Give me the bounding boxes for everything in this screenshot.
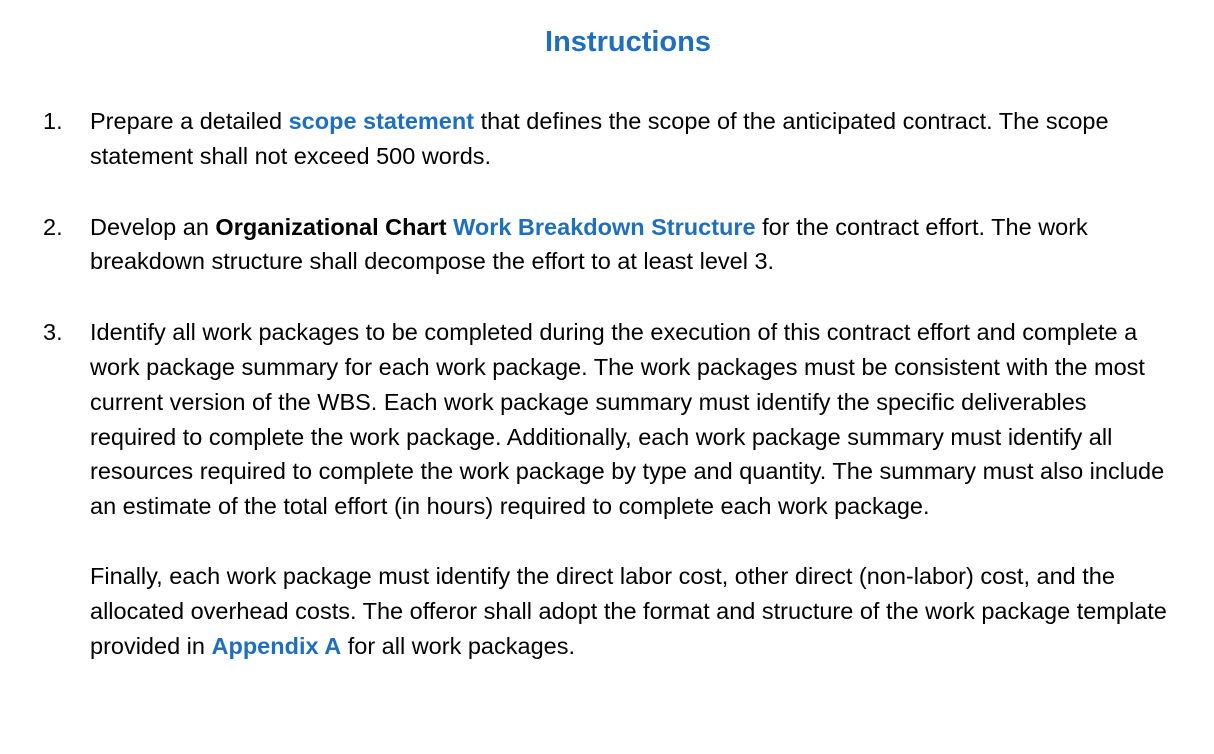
item-text: Develop an	[90, 213, 216, 240]
item-text: that defines the scope of the anticipated contract. The scope statement shall not exceed 500 words.	[90, 108, 1109, 169]
instruction-item-1	[0, 104, 1214, 174]
item-paragraph	[90, 104, 1174, 174]
page-title: Instructions	[545, 26, 711, 58]
appendix-a-term: Appendix A	[211, 632, 342, 659]
instruction-item-3	[0, 315, 1214, 663]
scope-statement-term: scope statement	[288, 108, 475, 134]
item-number: 2.	[43, 213, 63, 240]
item-paragraph	[90, 559, 1174, 663]
item-text: Prepare a detailed	[90, 108, 289, 134]
item-text: Identify all work packages to be completed during the execution of this contract effort and complete a work package summary for each work package. The work packages must be consistent with the most current version of the WBS. Each work package summary must identify the specific deliverables required to complete the work package. Additionally, each work package summary must identify all resources required to complete the work package by type and quantity. The summary must also include an estimate of the total effort (in hours) required to complete each work package.	[90, 319, 1165, 520]
instruction-item-2	[0, 210, 1214, 280]
item-paragraph	[90, 210, 1174, 280]
item-number: 3.	[43, 319, 63, 346]
instructions-list	[0, 104, 1214, 663]
wbs-term: Work Breakdown Structure	[453, 213, 756, 240]
item-text: for the contract effort. The work breakdown structure shall decompose the effort to at least level 3.	[90, 213, 1088, 275]
item-number: 1.	[43, 108, 63, 134]
item-text: for all work packages.	[341, 632, 575, 659]
org-chart-term: Organizational Chart	[215, 213, 447, 240]
item-paragraph	[90, 315, 1174, 524]
item-text: Finally, each work package must identify the direct labor cost, other direct (non-labor) cost, and the allocated overhead costs. The offeror shall adopt the format and structure of the work package template provided in	[90, 562, 1167, 659]
